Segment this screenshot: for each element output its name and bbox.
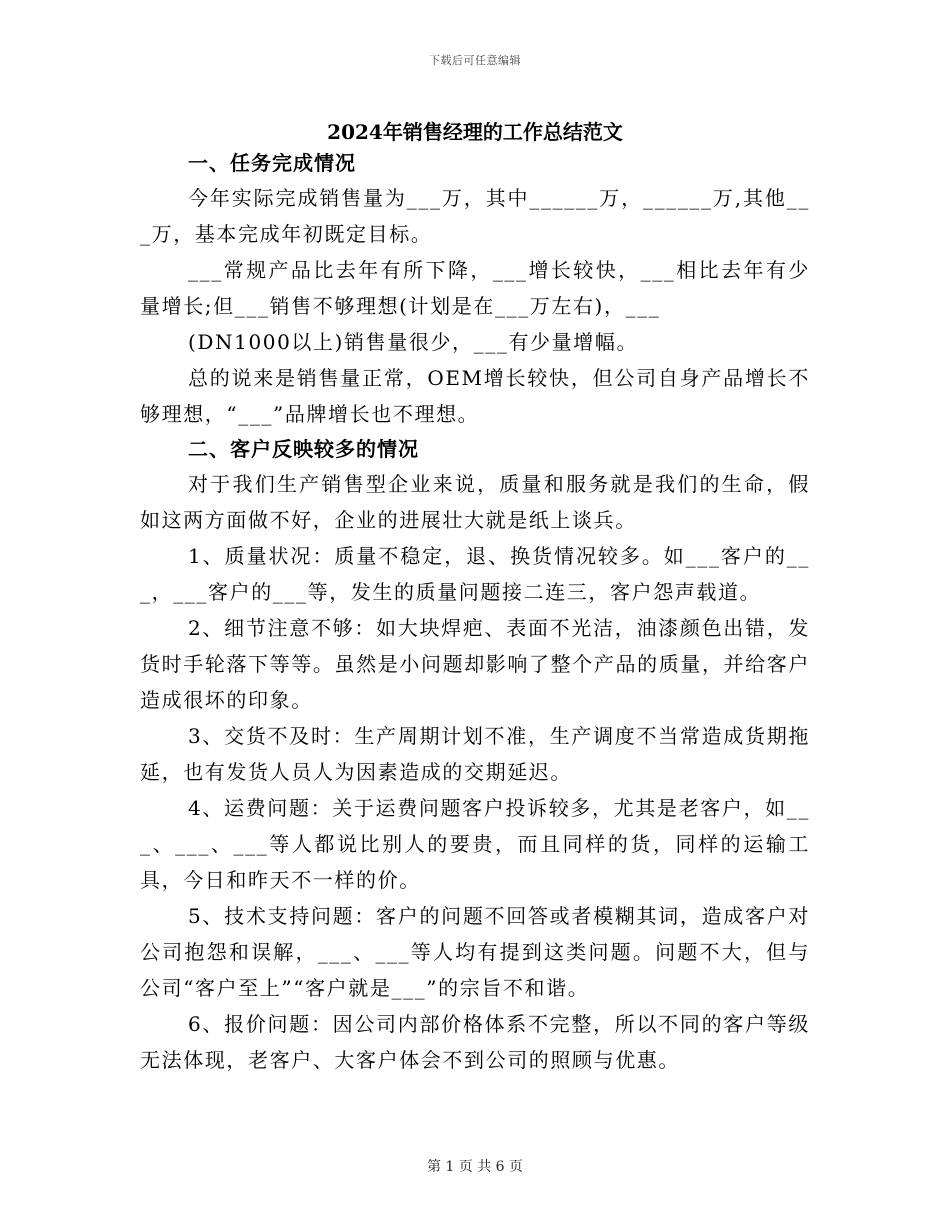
page-header-note: 下载后可任意编辑 bbox=[429, 54, 521, 67]
paragraph: (DN1000以上)销售量很少，___有少量增幅。 bbox=[188, 330, 639, 354]
paragraph: 4、运费问题：关于运费问题客户投诉较多，尤其是老客户，如___、___、___等人都说比别人的要贵，而且同样的货，同样的运输工具，今日和昨天不一样的价。 bbox=[140, 796, 810, 892]
paragraph: 3、交货不及时：生产周期计划不准，生产调度不当常造成货期拖延，也有发货人员人为因素造成的交期延迟。 bbox=[140, 724, 810, 784]
paragraph: 2、细节注意不够：如大块焊疤、表面不光洁，油漆颜色出错，发货时手轮落下等等。虽然是小问题却影响了整个产品的质量，并给客户造成很坏的印象。 bbox=[140, 616, 810, 712]
section-heading-task-completion: 一、任务完成情况 bbox=[188, 151, 356, 175]
paragraph: 对于我们生产销售型企业来说，质量和服务就是我们的生命，假如这两方面做不好，企业的进展壮大就是纸上谈兵。 bbox=[140, 472, 810, 532]
paragraph: 5、技术支持问题：客户的问题不回答或者模糊其词，造成客户对公司抱怨和误解，___、___等人均有提到这类问题。问题不大，但与公司“客户至上”“客户就是___”的宗旨不和谐。 bbox=[140, 904, 810, 1000]
paragraph: 总的说来是销售量正常，OEM增长较快，但公司自身产品增长不够理想，“___”品牌增长也不理想。 bbox=[140, 366, 810, 426]
paragraph: 6、报价问题：因公司内部价格体系不完整，所以不同的客户等级无法体现，老客户、大客户体会不到公司的照顾与优惠。 bbox=[140, 1012, 810, 1072]
paragraph: 1、质量状况：质量不稳定，退、换货情况较多。如___客户的___，___客户的___等，发生的质量问题接二连三，客户怨声载道。 bbox=[140, 544, 810, 604]
paragraph: 今年实际完成销售量为___万，其中______万，______万,其他___万，基本完成年初既定目标。 bbox=[140, 186, 810, 246]
page-number-footer: 第 1 页 共 6 页 bbox=[426, 1159, 524, 1175]
section-heading-customer-feedback: 二、客户反映较多的情况 bbox=[188, 437, 419, 461]
paragraph: ___常规产品比去年有所下降，___增长较快，___相比去年有少量增长;但___销售不够理想(计划是在___万左右)，___ bbox=[140, 258, 810, 318]
document-body bbox=[140, 146, 810, 1078]
document-title: 2024年销售经理的工作总结范文 bbox=[327, 120, 623, 144]
